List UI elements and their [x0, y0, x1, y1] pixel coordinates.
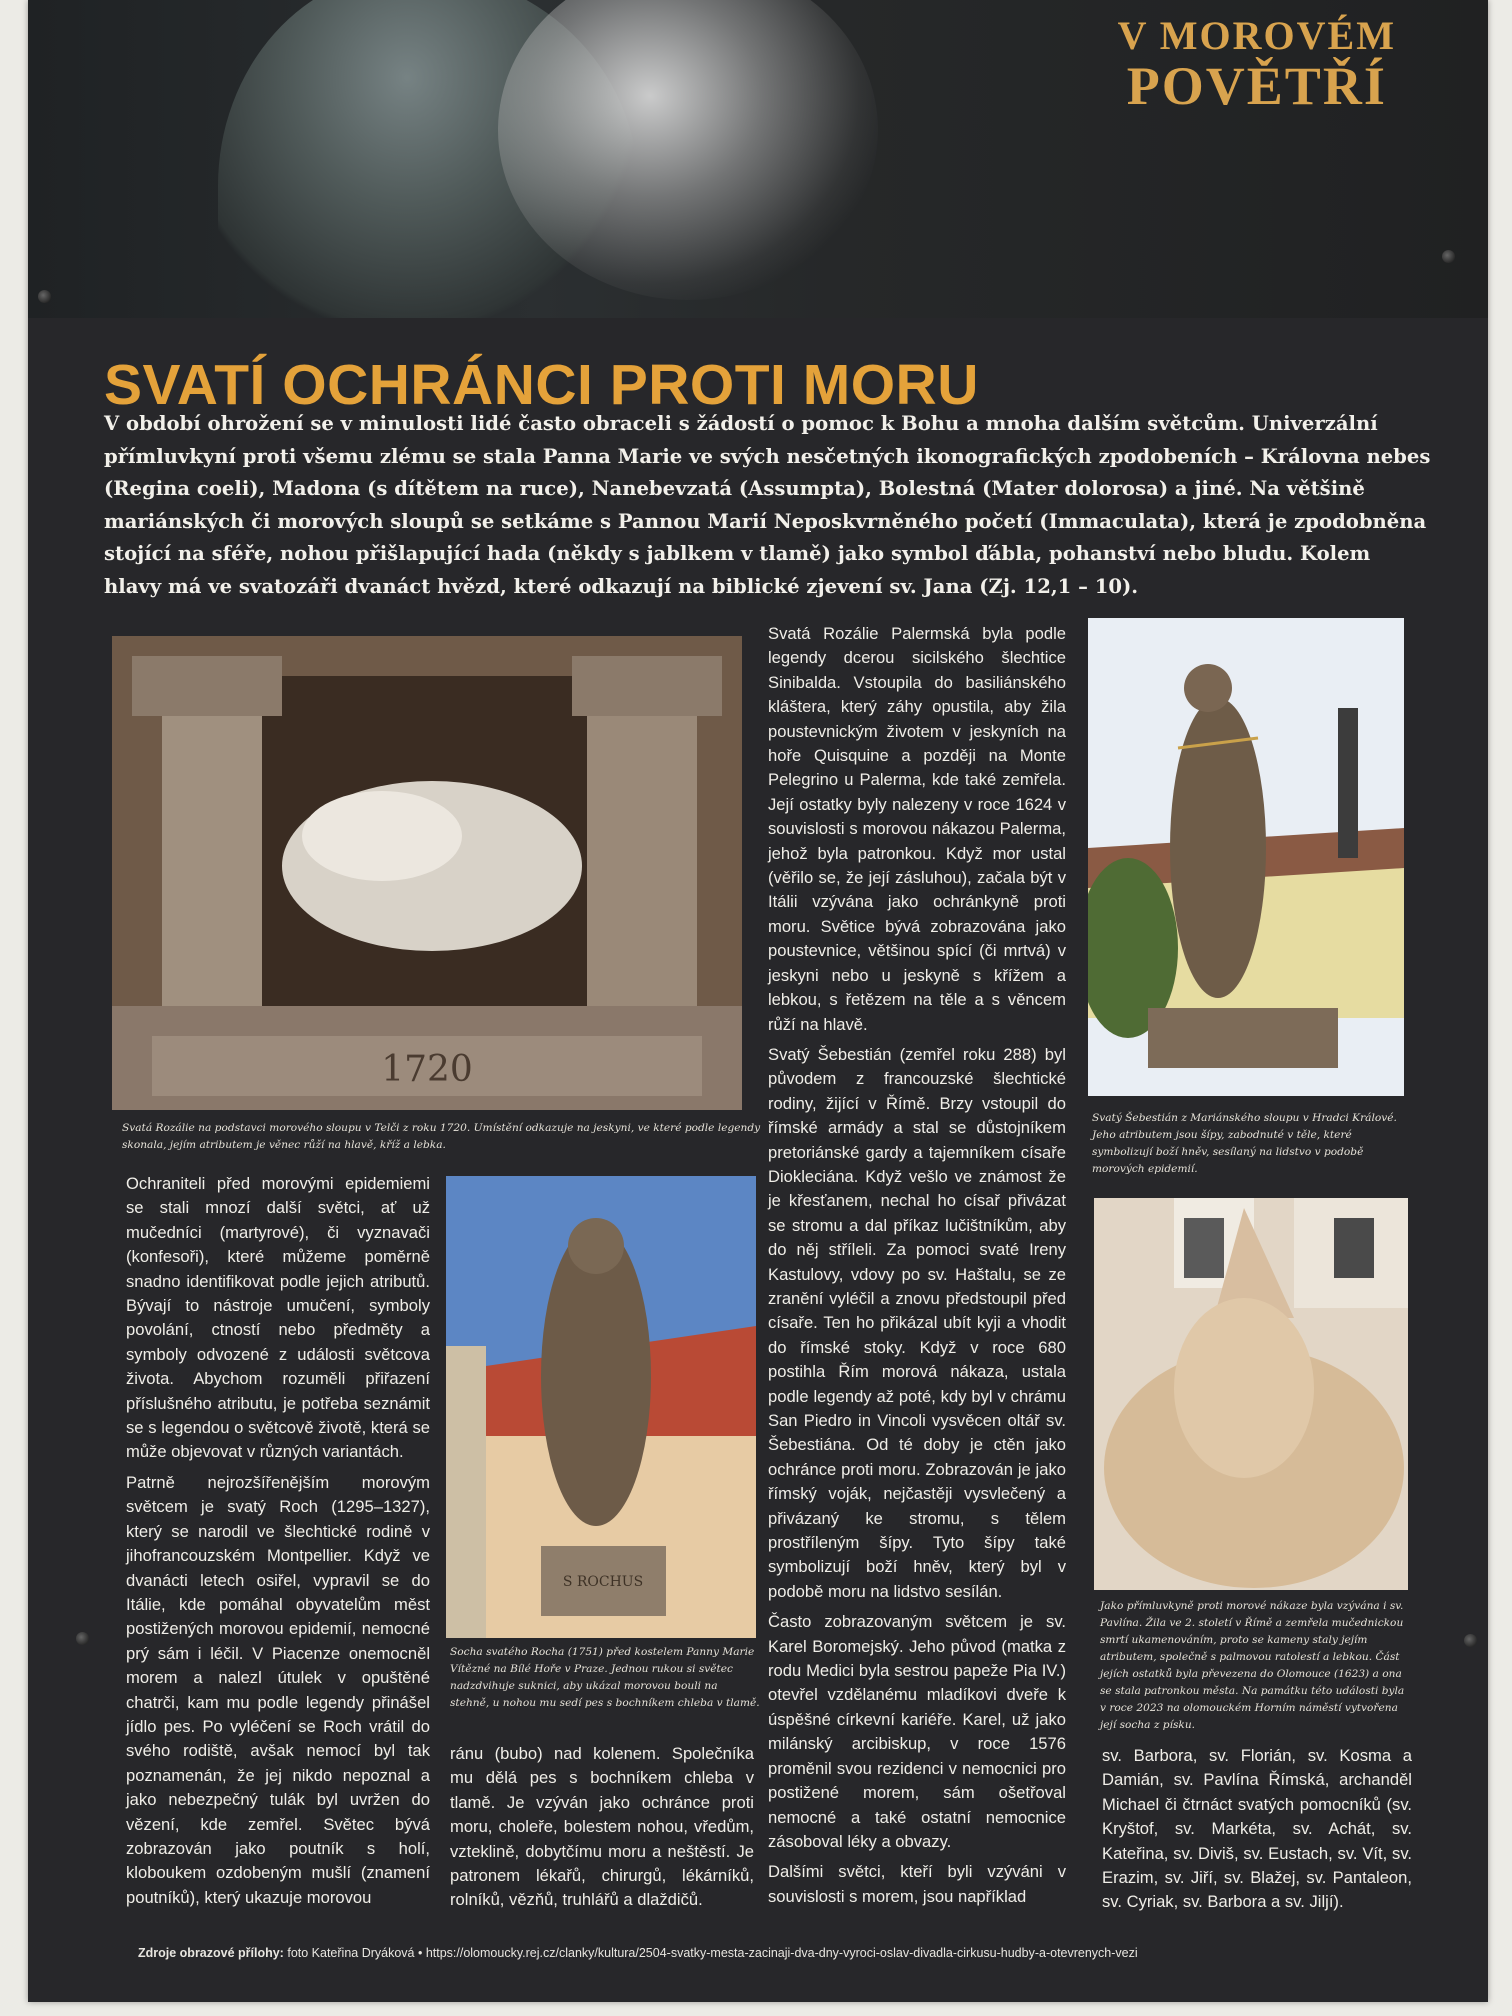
roch-statue-illustration: [446, 1176, 756, 1638]
logo-line-1: V MOROVÉM: [1117, 13, 1396, 58]
text-column-right: [1102, 1744, 1412, 1921]
header-banner: [28, 0, 1488, 318]
sebastian-photo: [1088, 618, 1404, 1096]
image-sources-footer: [138, 1946, 1138, 1960]
rozalie-caption: Svatá Rozálie na podstavci morového sloupu v Telči z roku 1720. Umístění odkazuje na jeskyni, ve které podle legendy skonala, jejím atributem je věnec růží na hlavě, kříž a lebka.: [122, 1122, 761, 1151]
sebastian-statue-illustration: [1088, 618, 1404, 1096]
rozalie-photo: [112, 636, 742, 1110]
roch-inscription: S ROCHUS: [562, 1574, 644, 1590]
paragraph-saints-list: sv. Barbora, sv. Florián, sv. Kosma a Damián, sv. Pavlína Římská, archanděl Michael či čtrnáct svatých pomocníků (sv. Kryštof, sv. Markéta, sv. Achát, sv. Kateřina, sv. Diviš, sv. Eustach, sv. Vít, sv. Erazim, sv. Jiří, sv. Blažej, sv. Pantaleon, sv. Cyriak, sv. Barbora a sv. Jiljí).: [1102, 1746, 1412, 1912]
paragraph-st-rosalia: Svatá Rozálie Palermská byla podle legendy dcerou sicilského šlechtice Sinibalda. Vstoupila do basiliánského kláštera, který záhy opustila, aby žila poustevnickým životem v jeskyních na hoře Quisquine a později na Monte Pelegrino u Palerma, kde také zemřela. Její ostatky byly nalezeny v roce 1624 v souvislosti s morovou nákazou Palerma, jehož byla patronkou. Když mor ustal (věřilo se, že její zásluhou), začala být v Itálii vzývána jako ochránkyně proti moru. Světice bývá zobrazována jako poustevnice, většinou spící (či mrtvá) v jeskyni nebo u jeskyně s křížem a lebkou, s řetězem na těle a s věncem růží na hlavě.: [768, 624, 1066, 1034]
paragraph-other-saints: Ochraniteli před morovými epidemiemi se stali mnozí další světci, ať už mučedníci (martyrové), či vyznavači (konfesoři), které můžeme poměrně snadno identifikovat podle jejich atributů. Bývají to nástroje umučení, symboly povolání, ctností nebo předměty a symboly odvozené z události světcova života. Abychom rozuměli přiřazení příslušného atributu, je potřeba seznámit se s legendou o světcově životě, která se může objevovat v různých variantách.: [126, 1174, 430, 1462]
intro-paragraph: V období ohrožení se v minulosti lidé často obraceli s žádostí o pomoc k Bohu a mnoha dalším světcům. Univerzální přímluvkyní proti všemu zlému se stala Panna Marie ve svých nesčetných ikonografických zpodobeních – Královna nebes (Regina coeli), Madona (s dítětem na ruce), Nanebevzatá (Assumpta), Bolestná (Mater dolorosa) a jiné. Na většině mariánských či morových sloupů se setkáme s Pannou Marií Neposkvrněného početí (Immaculata), která je zpodobněna stojící na sféře, nohou přišlapující hada (někdy s jablkem v tlamě) jako symbol ďábla, pohanství nebo bludu. Kolem hlavy má ve svatozáři dvanáct hvězd, které odkazují na biblické zjevení sv. Jana (Zj. 12,1 – 10).: [104, 412, 1431, 598]
roch-caption: Socha svatého Rocha (1751) před kostelem Panny Marie Vítězné na Bílé Hoře v Praze. Jednou rukou si světec nadzdvihuje suknici, aby ukázal morovou bouli na stehně, u nohou mu sedí pes s bochníkem chleba v tlamě.: [450, 1646, 760, 1709]
mounting-screw: [1442, 250, 1455, 263]
paragraph-other-saints-intro: Dalšími světci, kteří byli vzýváni v souvislosti s morem, jsou například: [768, 1862, 1066, 1906]
roch-photo: [446, 1176, 756, 1638]
sources-text: foto Kateřina Dryáková • https://olomoucky.rej.cz/clanky/kultura/2504-svatky-mesta-zacinaji-dva-dny-vyroci-oslav-divadla-cirkusu-hudby-a-otevrenych-vezi: [287, 1946, 1138, 1960]
sebastian-caption: Svatý Šebestián z Mariánského sloupu v Hradci Králové. Jeho atributem jsou šípy, zabodnuté v těle, které symbolizují boží hněv, sesílaný na lidstvo v podobě morových epidemií.: [1092, 1112, 1397, 1175]
mounting-screw: [76, 1632, 89, 1645]
poster-board: [28, 0, 1488, 2002]
exhibition-logo: [1118, 14, 1396, 114]
logo-line-2: POVĚTŘÍ: [1126, 56, 1387, 116]
rozalie-year-inscription: 1720: [381, 1049, 473, 1090]
pavlina-sand-sculpture-illustration: [1094, 1198, 1408, 1590]
paragraph-st-roch-continued: ránu (bubo) nad kolenem. Společníka mu dělá pes s bochníkem chleba v tlamě. Je vzýván jako ochránce proti moru, choleře, bolestem nohou, vředům, vzteklině, dobytčímu moru a neštěstí. Je patronem lékařů, chirurgů, lékárníků, rolníků, vězňů, truhlářů a dlaždičů.: [450, 1744, 754, 1910]
pavlina-photo: [1094, 1198, 1408, 1590]
paragraph-st-roch: Patrně nejrozšířenějším morovým světcem je svatý Roch (1295–1327), který se narodil ve šlechtické rodině v jihofrancouzském Montpellier. Když ve dvanácti letech osiřel, vypravil se do Itálie, kde pomáhal obyvatelům měst postižených morovou epidemií, nemocné prý sám i léčil. V Piacenze onemocněl morem a nalezl útulek v opuštěné chatrči, kam mu podle legendy přinášel jídlo pes. Po vyléčení se Roch vrátil do svého rodiště, avšak nemocí byl tak poznamenán, že jej nikdo nepoznal a jako nebezpečný tulák byl uvržen do vězení, kde zemřel. Světec bývá zobrazován jako poutník s holí, kloboukem ozdobeným mušlí (znamení poutníků), který ukazuje morovou: [126, 1472, 430, 1907]
text-column-left: [126, 1172, 430, 1916]
sources-label: Zdroje obrazové přílohy:: [138, 1946, 284, 1960]
text-column-center: [768, 622, 1066, 1915]
mounting-screw: [38, 290, 51, 303]
rozalie-statue-illustration: [112, 636, 742, 1110]
paragraph-st-sebastian: Svatý Šebestián (zemřel roku 288) byl původem z francouzské šlechtické rodiny, žijící v Římě. Brzy vstoupil do římské armády a stal se důstojníkem pretoriánské gardy a tajemníkem císaře Diokleciána. Když vešlo ve známost že je křesťanem, nechal ho císař přivázat se stromu a dal příkaz lučištníkům, aby do něj stříleli. Za pomoci svaté Ireny Kastulovy, vdovy po sv. Haštalu, se ze zranění vyléčil a znovu předstoupil před císaře. Ten ho přikázal ubít kyji a vhodit do římské stoky. Když v roce 680 postihla Řím morová nákaza, ustala podle legendy až poté, kdy byl v chrámu San Piedro in Vincoli vysvěcen oltář sv. Šebestiána. Od té doby je ctěn jako ochránce proti moru. Zobrazován je jako římský voják, nejčastěji vysvlečený a přivázaný ke stromu, s tělem prostříleným šípy. Tyto šípy také symbolizují boží hněv, který byl v podobě moru na lidstvo sesílán.: [768, 1044, 1066, 1601]
text-column-mid-lower: [450, 1742, 754, 1919]
pavlina-caption: Jako přímluvkyně proti morové nákaze byla vzývána i sv. Pavlína. Žila ve 2. století v Římě a zemřela mučednickou smrtí ukamenováním, proto se kameny staly jejím atributem, společně s palmovou ratolestí a lebkou. Část jejích ostatků byla převezena do Olomouce (1623) a ona se stala patronkou města. Na památku této události byla v roce 2023 na olomouckém Horním náměstí vytvořena její socha z písku.: [1100, 1600, 1405, 1731]
paragraph-st-charles: Často zobrazovaným světcem je sv. Karel Boromejský. Jeho původ (matka z rodu Medici byla sestrou papeže Pia IV.) otevřel vzdělanému mladíkovi dveře k úspěšné církevní kariéře. Karel, už jako milánský arcibiskup, v roce 1576 proměnil svou rezidenci v nemocnici pro postižené morem, sám ošetřoval nemocné a také ostatní nemocnice zásoboval léky a obvazy.: [768, 1612, 1066, 1851]
mounting-screw: [1464, 1634, 1477, 1647]
page-title: SVATÍ OCHRÁNCI PROTI MORU: [104, 353, 979, 417]
